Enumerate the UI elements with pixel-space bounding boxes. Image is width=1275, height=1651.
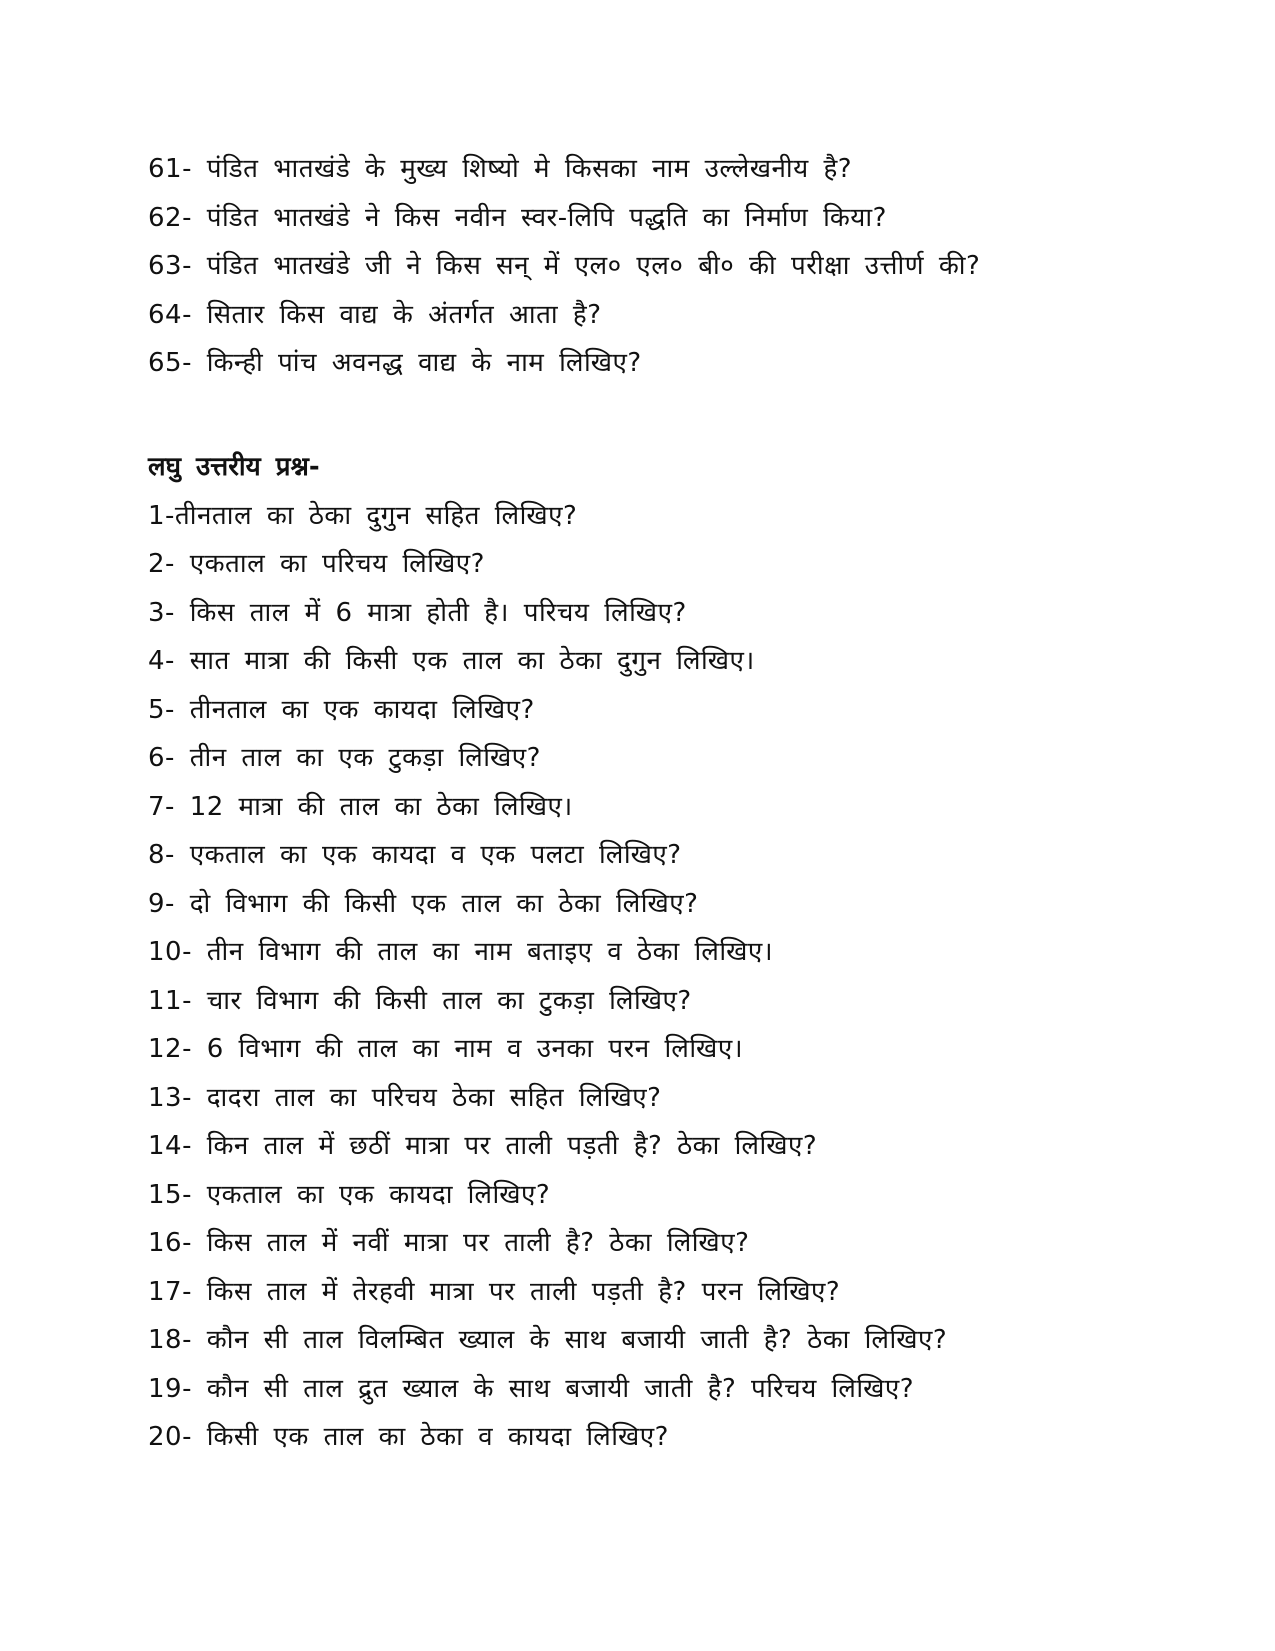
question-64: 64- सितार किस वाद्य के अंतर्गत आता है? [148,299,602,330]
short-question-3: 3- किस ताल में 6 मात्रा होती है। परिचय लिखिए? [148,597,687,628]
short-question-12: 12- 6 विभाग की ताल का नाम व उनका परन लिखिए। [148,1034,744,1064]
short-question-13: 13- दादरा ताल का परिचय ठेका सहित लिखिए? [148,1082,662,1113]
section-heading: लघु उत्तरीय प्रश्न- [148,452,320,482]
short-answer-section [148,443,1208,1462]
short-question-8: 8- एकताल का एक कायदा व एक पलटा लिखिए? [148,840,682,870]
short-question-1: 1-तीनताल का ठेका दुगुन सहित लिखिए? [148,500,578,531]
short-question-20: 20- किसी एक ताल का ठेका व कायदा लिखिए? [148,1422,669,1452]
question-list-long [148,145,1208,388]
short-question-2: 2- एकताल का परिचय लिखिए? [148,549,485,579]
short-question-10: 10- तीन विभाग की ताल का नाम बताइए व ठेका लिखिए। [148,937,774,967]
short-question-9: 9- दो विभाग की किसी एक ताल का ठेका लिखिए? [148,888,699,919]
short-question-7: 7- 12 मात्रा की ताल का ठेका लिखिए। [148,791,573,822]
short-question-6: 6- तीन ताल का एक टुकड़ा लिखिए? [148,743,541,773]
short-question-5: 5- तीनताल का एक कायदा लिखिए? [148,694,535,725]
question-62: 62- पंडित भातखंडे ने किस नवीन स्वर-लिपि पद्धति का निर्माण किया? [148,202,887,233]
short-question-19: 19- कौन सी ताल द्रुत ख्याल के साथ बजायी जाती है? परिचय लिखिए? [148,1373,915,1404]
short-question-16: 16- किस ताल में नवीं मात्रा पर ताली है? ठेका लिखिए? [148,1228,750,1258]
short-question-4: 4- सात मात्रा की किसी एक ताल का ठेका दुगुन लिखिए। [148,646,755,676]
short-question-18: 18- कौन सी ताल विलम्बित ख्याल के साथ बजायी जाती है? ठेका लिखिए? [148,1325,948,1355]
short-question-15: 15- एकताल का एक कायदा लिखिए? [148,1179,551,1210]
short-question-11: 11- चार विभाग की किसी ताल का टुकड़ा लिखिए? [148,985,692,1016]
short-question-14: 14- किन ताल में छठीं मात्रा पर ताली पड़ती है? ठेका लिखिए? [148,1131,818,1161]
question-63: 63- पंडित भातखंडे जी ने किस सन् में एल० एल० बी० की परीक्षा उत्तीर्ण की? [148,251,981,281]
question-65: 65- किन्ही पांच अवनद्ध वाद्य के नाम लिखिए? [148,348,642,378]
short-question-17: 17- किस ताल में तेरहवी मात्रा पर ताली पड़ती है? परन लिखिए? [148,1276,841,1307]
question-61: 61- पंडित भातखंडे के मुख्य शिष्यो मे किसका नाम उल्लेखनीय है? [148,154,853,184]
